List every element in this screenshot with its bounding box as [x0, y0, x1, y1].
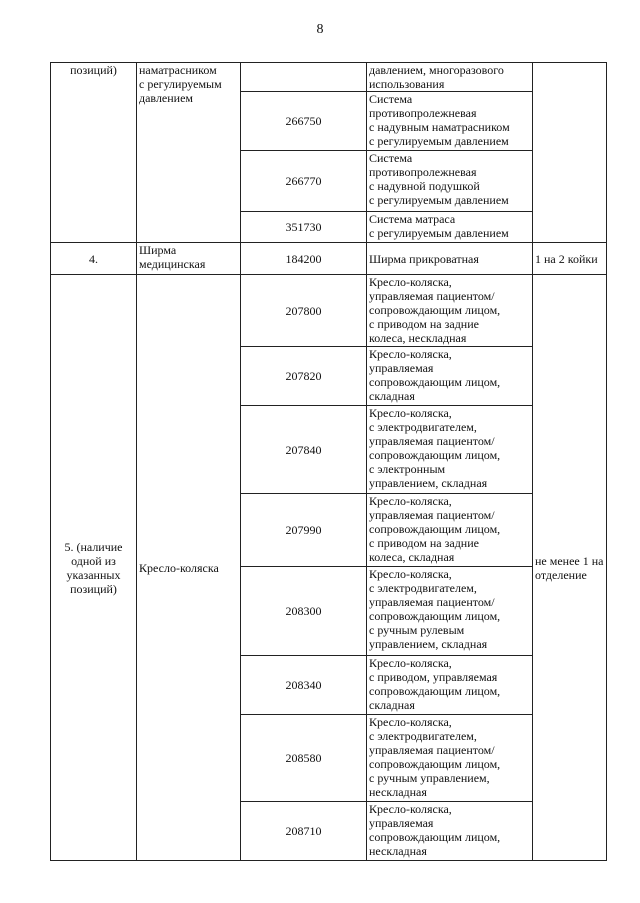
code-cell: 207990 [241, 494, 367, 567]
code-cell: 351730 [241, 212, 367, 243]
name-cell: Кресло-коляска, управляемая сопровождающим лицом, складная [367, 347, 533, 406]
quantity-cell: не менее 1 на отделение [533, 275, 607, 861]
name-cell: Система противопролежневая с надувной подушкой с регулируемым давлением [367, 151, 533, 212]
quantity-cell [533, 63, 607, 243]
name-cell: Кресло-коляска, управляемая пациентом/ сопровождающим лицом, с приводом на задние колеса, складная [367, 494, 533, 567]
code-cell: 207800 [241, 275, 367, 347]
position-number-cell: позиций) [51, 63, 137, 243]
position-number-cell: 5. (наличие одной из указанных позиций) [51, 275, 137, 861]
code-cell: 207840 [241, 406, 367, 494]
name-cell: Ширма прикроватная [367, 243, 533, 275]
code-cell: 208580 [241, 715, 367, 802]
equipment-table [50, 62, 607, 861]
page-number: 8 [316, 22, 324, 37]
name-cell: Кресло-коляска, с электродвигателем, управляемая пациентом/ сопровождающим лицом, с электронным управлением, складная [367, 406, 533, 494]
position-number-cell: 4. [51, 243, 137, 275]
quantity-cell: 1 на 2 койки [533, 243, 607, 275]
name-cell: давлением, многоразового использования [367, 63, 533, 92]
table-row [51, 243, 607, 275]
table-row [51, 275, 607, 347]
code-cell: 184200 [241, 243, 367, 275]
name-cell: Кресло-коляска, управляемая сопровождающим лицом, нескладная [367, 802, 533, 861]
equipment-type-cell: Ширма медицинская [137, 243, 241, 275]
code-cell: 208710 [241, 802, 367, 861]
name-cell: Кресло-коляска, с электродвигателем, управляемая пациентом/ сопровождающим лицом, с ручным рулевым управлением, складная [367, 567, 533, 656]
code-cell: 266770 [241, 151, 367, 212]
equipment-type-cell: Кресло-коляска [137, 275, 241, 861]
table-row [51, 63, 607, 92]
name-cell: Кресло-коляска, управляемая пациентом/ сопровождающим лицом, с приводом на задние колеса, нескладная [367, 275, 533, 347]
code-cell [241, 63, 367, 92]
code-cell: 208340 [241, 656, 367, 715]
name-cell: Система матраса с регулируемым давлением [367, 212, 533, 243]
code-cell: 266750 [241, 92, 367, 151]
equipment-type-cell: наматрасником с регулируемым давлением [137, 63, 241, 243]
name-cell: Система противопролежневая с надувным наматрасником с регулируемым давлением [367, 92, 533, 151]
name-cell: Кресло-коляска, с электродвигателем, управляемая пациентом/ сопровождающим лицом, с ручным управлением, нескладная [367, 715, 533, 802]
code-cell: 207820 [241, 347, 367, 406]
code-cell: 208300 [241, 567, 367, 656]
name-cell: Кресло-коляска, с приводом, управляемая сопровождающим лицом, складная [367, 656, 533, 715]
